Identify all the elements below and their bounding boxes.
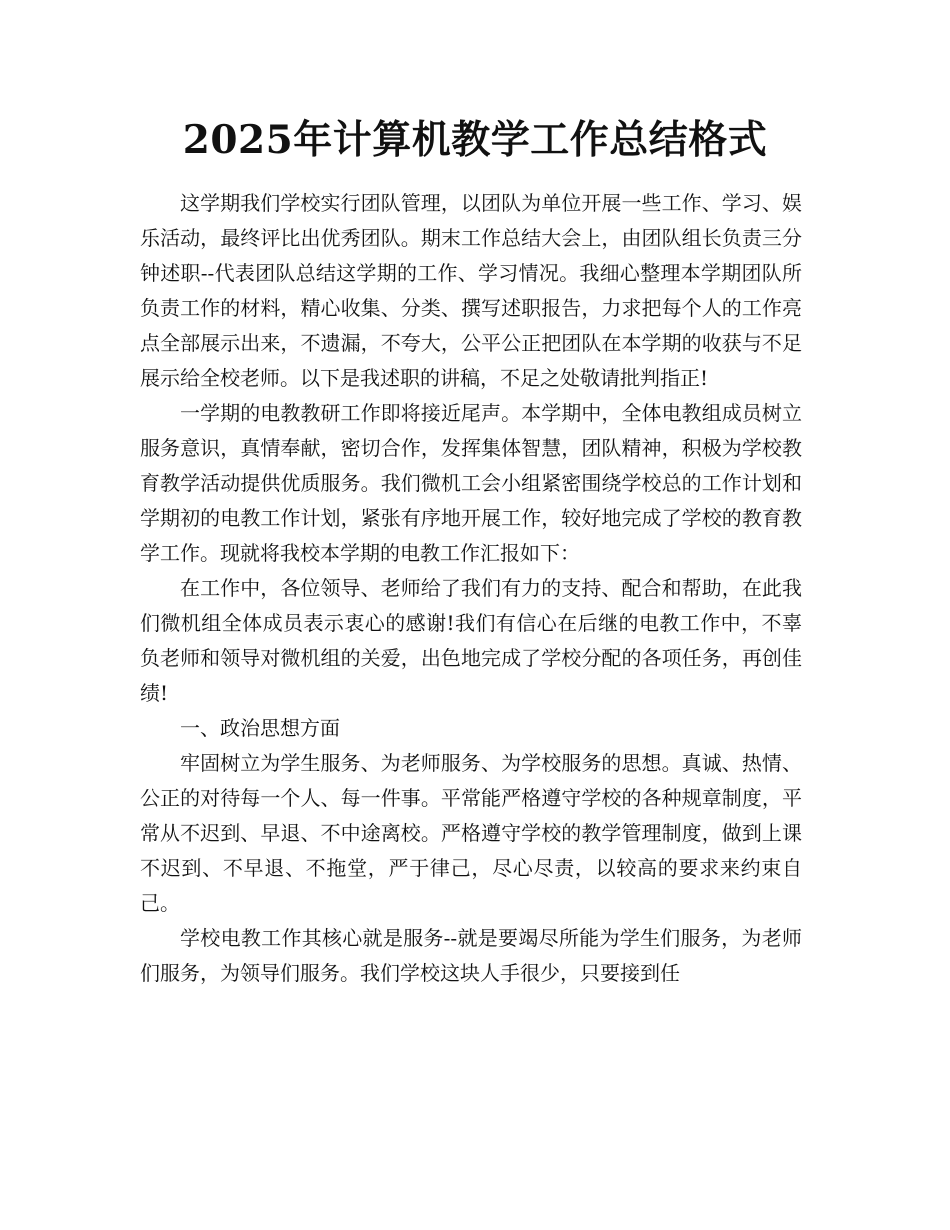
document-body <box>140 186 802 991</box>
paragraph-electronic-teaching: 学校电教工作其核心就是服务--就是要竭尽所能为学生们服务，为老师们服务，为领导们服务。我们学校这块人手很少，只要接到任 <box>140 926 802 985</box>
section-heading-political: 一、政治思想方面 <box>180 716 340 740</box>
document-title: 2025年计算机教学工作总结格式 <box>182 117 768 163</box>
paragraph-thanks: 在工作中，各位领导、老师给了我们有力的支持、配合和帮助，在此我们微机组全体成员表示衷心的感谢!我们有信心在后继的电教工作中，不辜负老师和领导对微机组的关爱，出色地完成了学校分配的各项任务，再创佳绩! <box>140 576 802 705</box>
paragraph-service-mindset: 牢固树立为学生服务、为老师服务、为学校服务的思想。真诚、热情、公正的对待每一个人、每一件事。平常能严格遵守学校的各种规章制度，平常从不迟到、早退、不中途离校。严格遵守学校的教学管理制度，做到上课不迟到、不早退、不拖堂，严于律己，尽心尽责，以较高的要求来约束自己。 <box>140 751 802 915</box>
paragraph-team-management: 这学期我们学校实行团队管理，以团队为单位开展一些工作、学习、娱乐活动，最终评比出优秀团队。期末工作总结大会上，由团队组长负责三分钟述职--代表团队总结这学期的工作、学习情况。我细心整理本学期团队所负责工作的材料，精心收集、分类、撰写述职报告，力求把每个人的工作亮点全部展示出来，不遗漏，不夸大，公平公正把团队在本学期的收获与不足展示给全校老师。以下是我述职的讲稿，不足之处敬请批判指正! <box>140 191 802 390</box>
paragraph-semester-work: 一学期的电教教研工作即将接近尾声。本学期中，全体电教组成员树立服务意识，真情奉献，密切合作，发挥集体智慧，团队精神，积极为学校教育教学活动提供优质服务。我们微机工会小组紧密围绕学校总的工作计划和学期初的电教工作计划，紧张有序地开展工作，较好地完成了学校的教育教学工作。现就将我校本学期的电教工作汇报如下： <box>140 401 802 565</box>
